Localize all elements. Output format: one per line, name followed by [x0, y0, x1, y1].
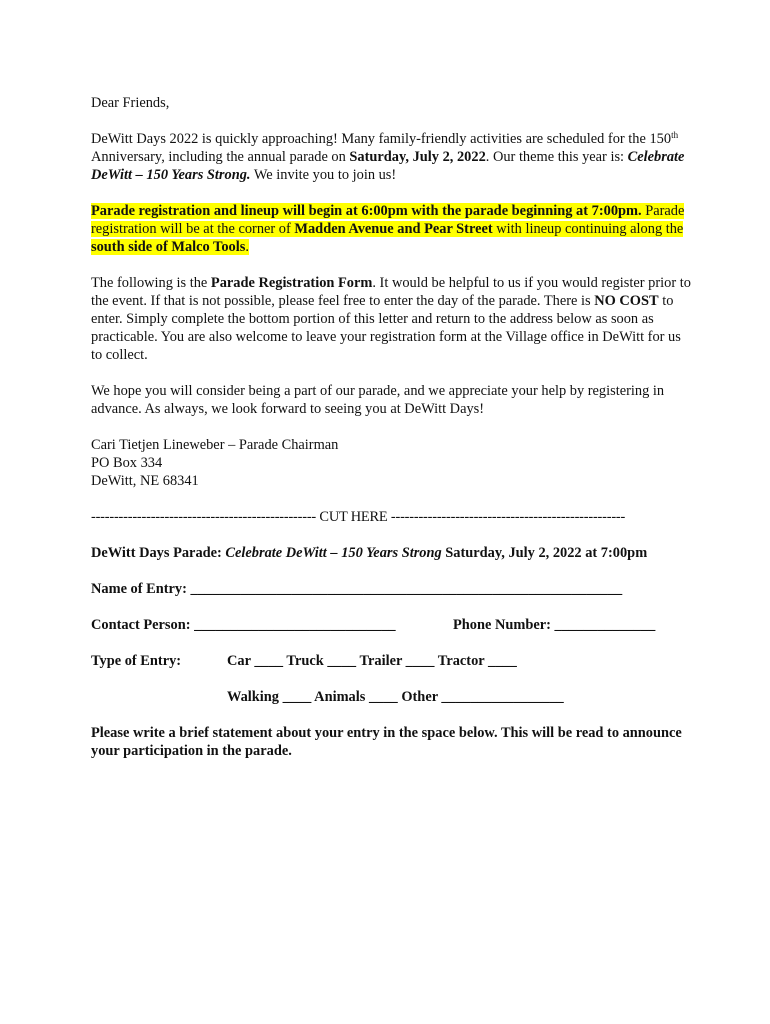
- greeting: Dear Friends,: [91, 95, 170, 111]
- form-info-text: to enter. Simply complete the bottom portion of this letter and return to the address below as soon as practicable. You are also welcome to leave your registration form at the Village office in DeWitt for us to collect.: [91, 293, 681, 363]
- statement-space[interactable]: [91, 760, 691, 960]
- entry-type-options-row1[interactable]: Car ____ Truck ____ Trailer ____ Tractor ____: [227, 653, 517, 669]
- registration-text: with lineup continuing along the: [492, 221, 684, 237]
- registration-text: Parade registration will be at the corner of: [91, 203, 685, 237]
- letter-content: [91, 94, 691, 960]
- form-info-text: . It would be helpful to us if you would register prior to the event. If that is not possible, please feel free to enter the day of the parade. There is: [91, 275, 691, 309]
- form-info-text: The following is the: [91, 275, 211, 291]
- intro-text: We invite you to join us!: [250, 167, 397, 183]
- form-heading-date: Saturday, July 2, 2022 at 7:00pm: [441, 545, 648, 561]
- contact-person-field[interactable]: Contact Person: ____________________________: [91, 617, 396, 633]
- lineup-location: south side of Malco Tools: [91, 239, 246, 255]
- signature-block: [91, 436, 691, 490]
- cut-here-line: ------------------------------------------------- CUT HERE ---------------------------------------------------: [91, 509, 626, 525]
- theme-text: Celebrate DeWitt – 150 Years Strong.: [91, 149, 685, 183]
- intro-text: . Our theme this year is:: [485, 149, 628, 165]
- intro-text: DeWitt Days 2022 is quickly approaching! Many family-friendly activities are scheduled for the 150: [91, 131, 672, 147]
- statement-instructions: Please write a brief statement about your entry in the space below. This will be read to announce your participation in the parade.: [91, 725, 682, 759]
- type-of-entry-row2: [91, 688, 691, 706]
- no-cost-text: NO COST: [594, 293, 659, 309]
- form-heading-text: DeWitt Days Parade:: [91, 545, 226, 561]
- registration-time-highlight: Parade registration and lineup will begin at 6:00pm with the parade beginning at 7:00pm.: [91, 203, 642, 219]
- registration-paragraph: [91, 202, 691, 256]
- intro-paragraph: [91, 130, 691, 184]
- ordinal-suffix: th: [671, 130, 679, 140]
- form-info-paragraph: [91, 274, 691, 364]
- name-of-entry-field[interactable]: [91, 580, 691, 598]
- signature-box: PO Box 334: [91, 455, 163, 471]
- registration-text: .: [245, 239, 249, 255]
- phone-number-field[interactable]: Phone Number: ______________: [453, 617, 656, 633]
- type-of-entry-label: Type of Entry:: [91, 653, 182, 669]
- form-heading: [91, 544, 691, 562]
- intro-text: Anniversary, including the annual parade on: [91, 149, 350, 165]
- form-name: Parade Registration Form: [210, 275, 373, 291]
- entry-type-options-row2[interactable]: Walking ____ Animals ____ Other _________________: [227, 689, 564, 705]
- contact-row: [91, 616, 691, 634]
- form-heading-theme: Celebrate DeWitt – 150 Years Strong: [225, 545, 442, 561]
- signature-name: Cari Tietjen Lineweber – Parade Chairman: [91, 437, 339, 453]
- closing-paragraph: We hope you will consider being a part of our parade, and we appreciate your help by registering in advance. As always, we look forward to seeing you at DeWitt Days!: [91, 383, 665, 417]
- name-of-entry-label: Name of Entry: ____________________________________________________________: [91, 581, 623, 597]
- signature-city: DeWitt, NE 68341: [91, 473, 199, 489]
- registration-corner: Madden Avenue and Pear Street: [294, 221, 493, 237]
- type-of-entry-row: [91, 652, 691, 670]
- parade-date: Saturday, July 2, 2022: [349, 149, 486, 165]
